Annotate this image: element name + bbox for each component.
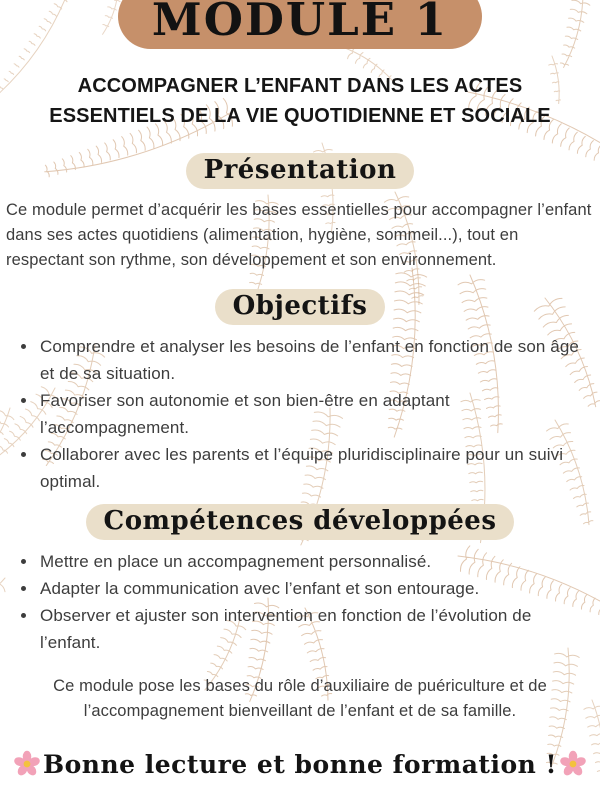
list-item: • Favoriser son autonomie et son bien-être en adaptant l’accompagnement. [38, 387, 582, 441]
flower-icon [13, 750, 41, 778]
module-title: MODULE 1 [151, 0, 449, 46]
list-item: • Mettre en place un accompagnement personnalisé. [38, 548, 582, 575]
list-item: • Collaborer avec les parents et l’équipe pluridisciplinaire pour un suivi optimal. [38, 441, 582, 495]
page-headline: ACCOMPAGNER L’ENFANT DANS LES ACTES ESSENTIELS DE LA VIE QUOTIDIENNE ET SOCIALE [49, 75, 551, 128]
list-item: • Comprendre et analyser les besoins de l’enfant en fonction de son âge et de sa situation. [38, 333, 582, 387]
closing-paragraph: Ce module pose les bases du rôle d’auxiliaire de puériculture et de l’accompagnement bienveillant de l’enfant et de sa famille. [53, 677, 547, 721]
module-title-badge [118, 0, 482, 49]
presentation-paragraph: Ce module permet d’acquérir les bases essentielles pour accompagner l’enfant dans ses actes quotidiens (alimentation, hygiène, sommeil...), tout en respectant son rythme, son développement et son environnement. [6, 201, 592, 269]
footer-message [0, 750, 600, 779]
list-item: • Observer et ajuster son intervention en fonction de l’évolution de l’enfant. [38, 602, 582, 656]
section-heading-objectifs: Objectifs [215, 289, 386, 325]
list-item: • Adapter la communication avec l’enfant et son entourage. [38, 575, 582, 602]
flower-icon [559, 750, 587, 778]
section-heading-presentation: Présentation [186, 153, 415, 189]
objectifs-list [0, 333, 590, 496]
competences-list [0, 548, 590, 657]
footer-text: Bonne lecture et bonne formation ! [43, 749, 557, 779]
section-heading-competences: Compétences développées [86, 504, 515, 540]
